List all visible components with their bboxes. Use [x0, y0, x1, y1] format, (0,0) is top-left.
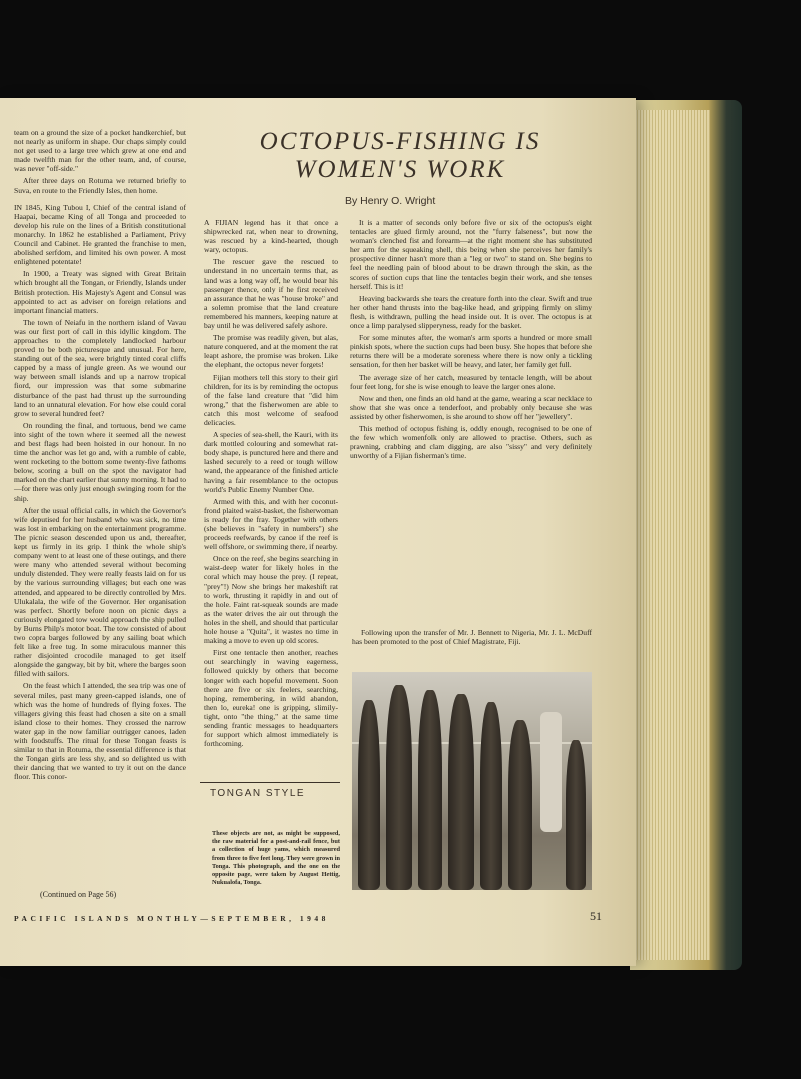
column-right — [350, 218, 592, 463]
article-title: OCTOPUS-FISHING IS WOMEN'S WORK — [259, 128, 541, 183]
article-byline: By Henry O. Wright — [345, 195, 436, 207]
paragraph: This method of octopus fishing is, oddly enough, recognised to be one of the few which womenfolk only are allowed to practise. Others, such as prawning, crabbing and clam digging, are also "sissy" and very definitely unworthy of a Fijian fisherman's time. — [350, 423, 592, 461]
paragraph: On rounding the final, and tortuous, bend we came into sight of the town where it seemed all the newest and best flags had been hoisted in our honour. In no time the anchor was let go and, with a rumble of cable, went rocketing to the bottom some twenty-five fathoms below, scoring a bull on the spot the navigator had marked on the chart earlier that sunny morning. It had to—for there was only just enough swinging room for the ship. — [14, 420, 186, 503]
paragraph: IN 1845, King Tubou I, Chief of the central island of Haapai, became King of all Tonga and proceeded to develop his rule on the lines of a British constitutional monarchy. In 1862 he established a Parliament, Privy Council and Cabinet. He granted the franchise to men, abolished serfdom, and limited his own power. A most enlightened potentate! — [14, 202, 186, 267]
paragraph: The promise was readily given, but alas, nature conquered, and at the moment the rat leapt ashore, the promise was broken. Like the elephant, the octopus never forgets! — [204, 333, 338, 370]
page-number: 51 — [590, 909, 602, 923]
paragraph: Armed with this, and with her coconut-frond plaited waist-basket, the fisherwoman is ready for the fray. Together with others (she believes in "safety in numbers") she proceeds reefwards, by canoe if the reef is well offshore, or swimming there, if nearby. — [204, 496, 338, 552]
yam — [418, 690, 442, 890]
column-left — [14, 128, 186, 784]
yam — [508, 720, 532, 890]
paragraph: A FIJIAN legend has it that once a shipwrecked rat, when near to drowning, was rescued by a kind-hearted, though wary, octopus. — [204, 218, 338, 255]
paragraph: It is a matter of seconds only before five or six of the octopus's eight tentacles are glued firmly around, not the "furry falseness", but now the woman's clenched fist and forearm—at the right moment she has substituted her arm for the squeaking shell, this being when she perceives her family's prospective dinner hasn't more than a "leg or two" to stand on. She begins to feel the needling pain of blood about to be drawn through the skin, as the scores of suction cups that line the tentacles begin their work, and she tenses herself. This is it! — [350, 218, 592, 291]
paragraph: A species of sea-shell, the Kauri, with its dark mottled colouring and somewhat rat-body shape, is punctured here and there and lashed securely to a reed or tough willow wand, the appearance of the finished article having a fair resemblance to the octopus world's Public Enemy Number One. — [204, 430, 338, 494]
yam — [566, 740, 586, 890]
paragraph: After three days on Rotuma we returned briefly to Suva, en route to the Friendly Isles, then home. — [14, 176, 186, 195]
paragraph: On the feast which I attended, the sea trip was one of several miles, past many green-capped islands, one of which was the home of hundreds of flying foxes. The villagers giving this feast had chosen a site on a small island close to their homes. They crossed the narrow water gap in the now familiar outrigger canoes, laden with foodstuffs. The ritual for these Tongan feasts is similar to that in Rotuma, the essential difference is that the Tongan girls are less shy, and so delighted us with their dancing that we wanted to try it out on the dance floor. This conor- — [14, 681, 186, 782]
photo-person — [540, 712, 562, 832]
paragraph: Now and then, one finds an old hand at the game, wearing a scar necklace to show that she was once a tenderfoot, and probably only because she was assisted by other fisherwomen, is she around to show off her "jewellery". — [350, 393, 592, 421]
paragraph: After the usual official calls, in which the Governor's wife deputised for her husband who was sick, no time was lost in embarking on the entertainment programme. The picnic season descended upon us and, thereafter, kept us firmly in its grip. I think the whole ship's company went to at least one of these outings, and there were many who attended several without becoming unduly distended. They were really feasts laid on for us by the various surrounding villages; but each one was attended, and appeared to be directly controlled by Mrs. Ulukalala, the wife of the Governor. Her organisation was perfect. Shortly before noon on picnic days a curiously elongated tow would approach the ship pulled by Burns Philp's motor boat. The tow consisted of about two copra barges followed by any sailing boat which felt like a free tug. In some miraculous manner this rather disjointed crocodile managed to get itself alongside the gangway, bit by bit, where the barges soon filled with sailors. — [14, 505, 186, 679]
paragraph: team on a ground the size of a pocket handkerchief, but not nearly as uniform in shape. Our chaps simply could not get used to a large tree which grew at one end and made twelfth man for the other team, and, of course, was never "off-side." — [14, 128, 186, 174]
yam — [480, 702, 502, 890]
page-footer: PACIFIC ISLANDS MONTHLY—SEPTEMBER, 1948 — [14, 914, 329, 923]
paragraph: In 1900, a Treaty was signed with Great Britain which brought all the Tongan, or Friendly, Islands under British protection. His Majesty's Agent and Consul was appointed to act as adviser on foreign relations and important financial matters. — [14, 269, 186, 315]
sidebar-title: TONGAN STYLE — [210, 788, 306, 799]
continued-note: (Continued on Page 56) — [40, 890, 117, 899]
magazine-page — [0, 98, 636, 966]
sidebar-rule — [200, 782, 340, 783]
paragraph: First one tentacle then another, reaches out searchingly in waving eagerness, followed quickly by others that become longer with each hopeful movement. Soon there are five or six feelers, searching, hoping, remembering, in wild abandon, then lo, eureka! one is gripping, slimily-tight, onto "the thing," at the same time sending frantic messages to headquarters for support which almost immediately is forthcoming. — [204, 648, 338, 749]
page-edges — [632, 110, 710, 960]
yams-photo — [352, 672, 592, 890]
paragraph: For some minutes after, the woman's arm sports a hundred or more small pinkish spots, where the suction cups had been busy. She hopes that before she returns there will be a moderate soreness where there is now only a tickling sensation, for then her basket will be heavy, and later, her family get full. — [350, 333, 592, 370]
yam — [358, 700, 380, 890]
paragraph: The town of Neiafu in the northern island of Vavau was our first port of call in this idyllic kingdom. The approaches to the completely landlocked harbour proved to be both picturesque and unusual. For here, standing out of the sea, were brightly tinted coral cliffs capped by a mass of jungle green. As we wound our way between small islands and up a narrow tropical fiord, our impression was that some submarine disturbance of the past had thrust up the surrounding land to an unnatural elevation. For how else could coral grow to several hundred feet? — [14, 317, 186, 418]
paragraph: The average size of her catch, measured by tentacle length, will be about four feet long, for she is wise enough to leave the larger ones alone. — [350, 372, 592, 391]
paragraph: Fijian mothers tell this story to their girl children, for its is by reminding the octopus of the false land creature that "did him wrong," that the fisherwomen are able to catch this most welcome of seafood delicacies. — [204, 372, 338, 427]
paragraph: Heaving backwards she tears the creature forth into the clear. Swift and true her other hand thrusts into the bag-like head, and gripping firmly on slimy flesh, is withdrawn, pulling the head inside out. It is over. The octopus is at once a limp paralysed slipperyness, ready for the basket. — [350, 293, 592, 331]
paragraph: Once on the reef, she begins searching in waist-deep water for likely holes in the coral which may house the prey. (I repeat, "prey"!) Now she brings her makeshift rat to work, thrusting it rapidly in and out of the hole. Faint rat-squeak sounds are made as the water drives the air out through the holes in the shell, and should that particular hole house a "Quita", it wastes no time in making a move to even up old scores. — [204, 554, 338, 646]
photo-caption: These objects are not, as might be supposed, the raw material for a post-and-rail fence, but a collection of huge yams, which measured from three to five feet long. They were grown in Tonga. This photograph, and the one on the opposite page, were taken by August Hettig, Nukualofa, Tonga. — [212, 830, 340, 887]
column-middle — [204, 218, 338, 751]
paragraph: The rescuer gave the rescued to understand in no uncertain terms that, as land was a long way off, he would bear his passenger thence, only if he first received an assurance that he was "house broke" and a solemn promise that the land creature remembered his manners, keeping nature at bay until he was delivered safely ashore. — [204, 257, 338, 331]
transfer-text: Following upon the transfer of Mr. J. Bennett to Nigeria, Mr. J. L. McDuff has been promoted to the post of Chief Magistrate, Fiji. — [352, 628, 592, 646]
yam — [386, 685, 412, 890]
yam — [448, 694, 474, 890]
transfer-notice — [352, 628, 592, 646]
